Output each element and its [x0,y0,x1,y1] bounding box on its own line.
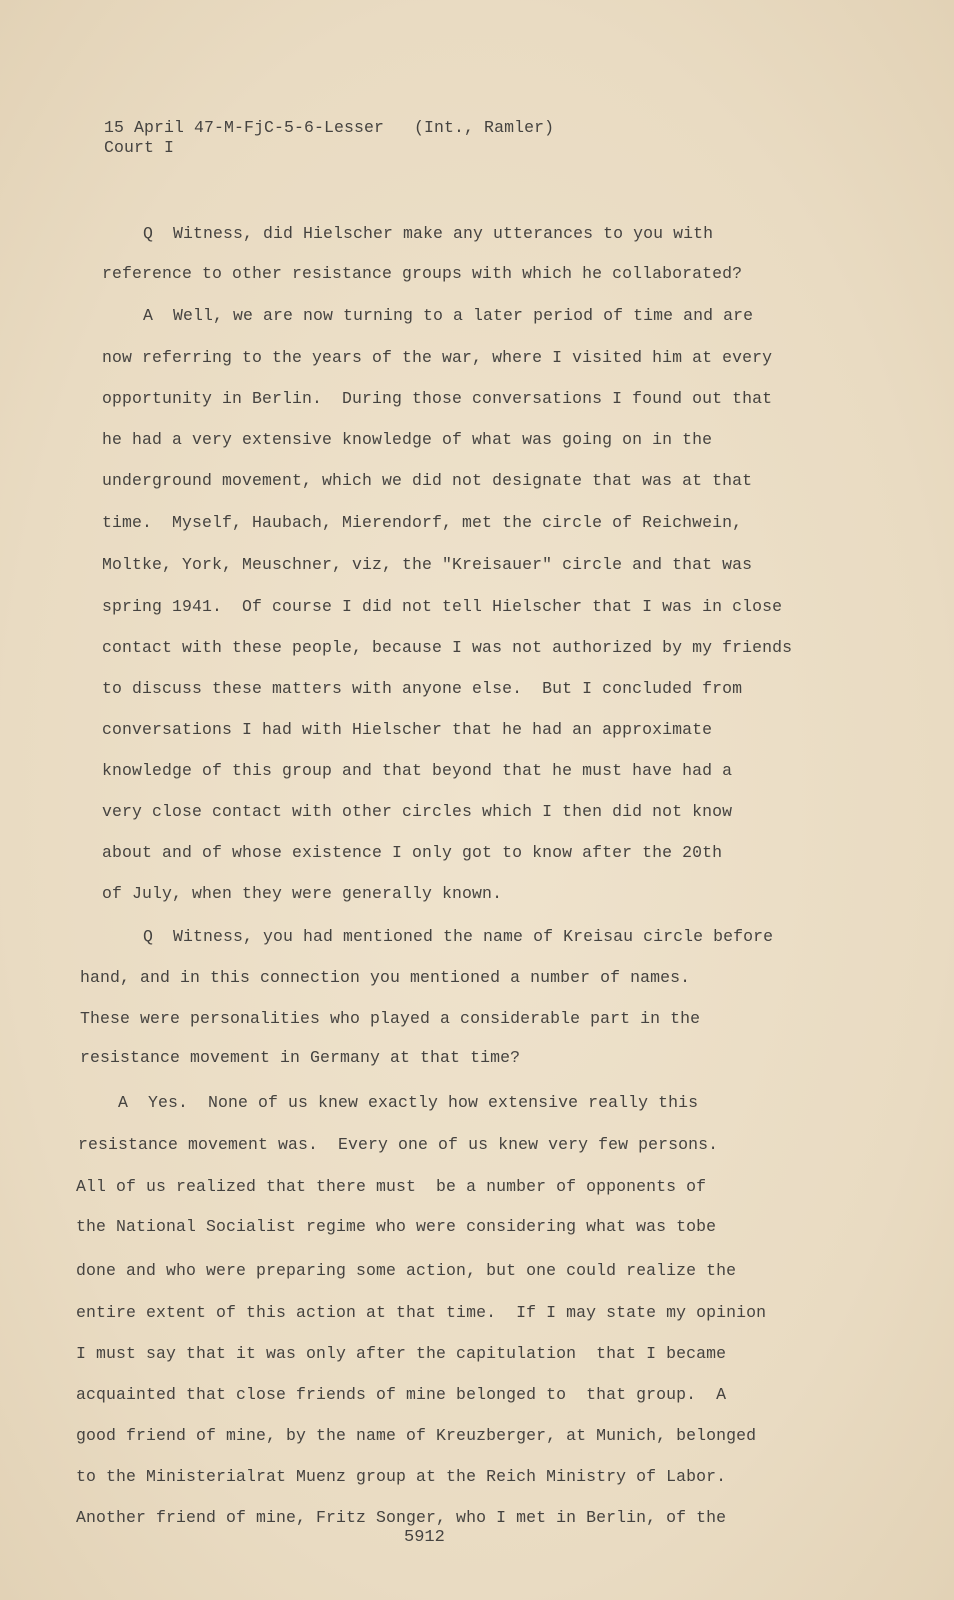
body-line: he had a very extensive knowledge of what was going on in the [102,430,713,449]
body-line: resistance movement in Germany at that time? [80,1048,521,1067]
body-line: knowledge of this group and that beyond that he must have had a [102,761,733,780]
body-line: very close contact with other circles which I then did not know [102,802,733,821]
body-line: All of us realized that there must be a number of opponents of [76,1177,707,1196]
body-line: to the Ministerialrat Muenz group at the Reich Ministry of Labor. [76,1467,727,1486]
body-line: acquainted that close friends of mine belonged to that group. A [76,1385,727,1404]
body-line: the National Socialist regime who were considering what was tobe [76,1217,717,1236]
body-line: resistance movement was. Every one of us knew very few persons. [78,1135,719,1154]
body-line: conversations I had with Hielscher that he had an approximate [102,720,713,739]
page-number: 5912 [404,1528,445,1547]
body-line: of July, when they were generally known. [102,884,503,903]
body-line: A Well, we are now turning to a later period of time and are [143,306,754,325]
body-line: underground movement, which we did not designate that was at that [102,471,753,490]
body-line: entire extent of this action at that time. If I may state my opinion [76,1303,767,1322]
body-line: I must say that it was only after the capitulation that I became [76,1344,727,1363]
body-line: A Yes. None of us knew exactly how extensive really this [118,1093,699,1112]
header-line-2: Court I [104,138,175,157]
body-line: spring 1941. Of course I did not tell Hielscher that I was in close [102,597,783,616]
body-line: time. Myself, Haubach, Mierendorf, met the circle of Reichwein, [102,513,743,532]
body-line: to discuss these matters with anyone else. But I concluded from [102,679,743,698]
body-line: opportunity in Berlin. During those conversations I found out that [102,389,773,408]
body-line: done and who were preparing some action, but one could realize the [76,1261,737,1280]
body-line: reference to other resistance groups with which he collaborated? [102,264,743,283]
body-line: Moltke, York, Meuschner, viz, the "Kreisauer" circle and that was [102,555,753,574]
body-line: These were personalities who played a considerable part in the [80,1009,701,1028]
body-line: now referring to the years of the war, where I visited him at every [102,348,773,367]
header-line-1: 15 April 47-M-FjC-5-6-Lesser (Int., Ramler) [104,118,555,137]
body-line: Another friend of mine, Fritz Songer, who I met in Berlin, of the [76,1508,727,1527]
body-line: Q Witness, did Hielscher make any utterances to you with [143,224,714,243]
body-line: good friend of mine, by the name of Kreuzberger, at Munich, belonged [76,1426,757,1445]
body-line: Q Witness, you had mentioned the name of Kreisau circle before [143,927,774,946]
body-line: hand, and in this connection you mentioned a number of names. [80,968,691,987]
body-line: about and of whose existence I only got to know after the 20th [102,843,723,862]
body-line: contact with these people, because I was not authorized by my friends [102,638,793,657]
